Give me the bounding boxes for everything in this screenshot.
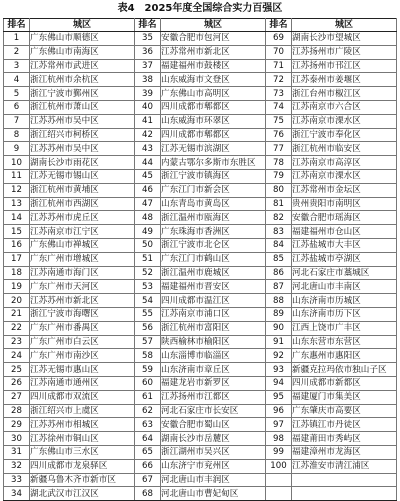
- district-cell: 广东佛山市南海区: [30, 45, 135, 59]
- header-rank: 排名: [4, 19, 30, 32]
- district-cell: 江苏南京市浦口区: [161, 307, 266, 321]
- district-cell: 四川成都市郫都区: [161, 100, 266, 114]
- district-cell: 浙江宁波市镇海区: [161, 169, 266, 183]
- rank-cell: 33: [4, 473, 30, 487]
- table-row: [4, 114, 397, 128]
- rank-cell: 12: [4, 183, 30, 197]
- district-cell: 湖南长沙市岳麓区: [161, 432, 266, 446]
- table-row: [4, 238, 397, 252]
- rank-cell: 98: [266, 432, 292, 446]
- rank-cell: 5: [4, 87, 30, 101]
- rank-cell: 95: [266, 390, 292, 404]
- rank-cell: 44: [135, 156, 161, 170]
- rank-cell: 97: [266, 418, 292, 432]
- district-cell: 广东惠州市惠阳区: [292, 349, 397, 363]
- header-district: 城区: [292, 19, 397, 32]
- district-cell: 山东济宁市兖州区: [161, 459, 266, 473]
- ranking-table: [3, 18, 397, 501]
- rank-cell: 11: [4, 169, 30, 183]
- rank-cell: 88: [266, 294, 292, 308]
- district-cell: 山东济南市历下区: [292, 307, 397, 321]
- rank-cell: 29: [4, 418, 30, 432]
- district-cell: 浙江宁波市海曙区: [30, 307, 135, 321]
- rank-cell: 37: [135, 59, 161, 73]
- rank-cell: 48: [135, 211, 161, 225]
- district-cell: 广东佛山市三水区: [30, 445, 135, 459]
- rank-cell: 79: [266, 169, 292, 183]
- district-cell: 江苏苏州市虎丘区: [30, 211, 135, 225]
- district-cell: 江苏扬州市江都区: [161, 390, 266, 404]
- rank-cell: 14: [4, 211, 30, 225]
- district-cell: 河北石家庄市长安区: [161, 404, 266, 418]
- rank-cell: 69: [266, 32, 292, 46]
- district-cell: 福建福州市鼓楼区: [161, 59, 266, 73]
- district-cell: 福建龙岩市新罗区: [161, 376, 266, 390]
- table-row: [4, 445, 397, 459]
- district-cell: 广东肇庆市高要区: [292, 404, 397, 418]
- table-row: [4, 142, 397, 156]
- rank-cell: 27: [4, 390, 30, 404]
- rank-cell: 49: [135, 225, 161, 239]
- header-district: 城区: [30, 19, 135, 32]
- table-row: [4, 252, 397, 266]
- district-cell: 江苏常州市金坛区: [292, 183, 397, 197]
- district-cell: 福建福州市仓山区: [292, 225, 397, 239]
- district-cell: 四川成都市龙泉驿区: [30, 459, 135, 473]
- rank-cell: 39: [135, 87, 161, 101]
- rank-cell: [266, 487, 292, 501]
- district-cell: 广东广州市番禺区: [30, 321, 135, 335]
- district-cell: 河北石家庄市藁城区: [292, 266, 397, 280]
- rank-cell: 6: [4, 100, 30, 114]
- rank-cell: 13: [4, 197, 30, 211]
- table-row: [4, 211, 397, 225]
- district-cell: 浙江杭州市西湖区: [30, 197, 135, 211]
- table-row: [4, 183, 397, 197]
- district-cell: 广东江门市新会区: [161, 183, 266, 197]
- district-cell: 安徽合肥市瑶海区: [292, 211, 397, 225]
- rank-cell: 66: [135, 459, 161, 473]
- rank-cell: 24: [4, 349, 30, 363]
- rank-cell: 2: [4, 45, 30, 59]
- rank-cell: 78: [266, 156, 292, 170]
- rank-cell: 92: [266, 349, 292, 363]
- rank-cell: 96: [266, 404, 292, 418]
- district-cell: 江苏扬州市邗江区: [292, 59, 397, 73]
- district-cell: 浙江台州市椒江区: [292, 87, 397, 101]
- table-row: [4, 100, 397, 114]
- rank-cell: 23: [4, 335, 30, 349]
- district-cell: 福建福州市晋安区: [161, 280, 266, 294]
- table-row: [4, 128, 397, 142]
- table-row: [4, 432, 397, 446]
- rank-cell: 55: [135, 307, 161, 321]
- district-cell: 浙江杭州市临安区: [292, 142, 397, 156]
- district-cell: 山东济南市章丘区: [161, 363, 266, 377]
- rank-cell: 34: [4, 487, 30, 501]
- table-row: [4, 335, 397, 349]
- district-cell: 河北唐山市丰南区: [292, 280, 397, 294]
- district-cell: 江苏常州市新北区: [161, 45, 266, 59]
- rank-cell: 46: [135, 183, 161, 197]
- rank-cell: 89: [266, 307, 292, 321]
- rank-cell: [266, 473, 292, 487]
- rank-cell: 94: [266, 376, 292, 390]
- rank-cell: 50: [135, 238, 161, 252]
- rank-cell: 53: [135, 280, 161, 294]
- rank-cell: 40: [135, 100, 161, 114]
- district-cell: 江苏南通市海门区: [30, 266, 135, 280]
- rank-cell: 59: [135, 363, 161, 377]
- district-cell: 江苏南京市江宁区: [30, 225, 135, 239]
- rank-cell: 62: [135, 404, 161, 418]
- rank-cell: 35: [135, 32, 161, 46]
- district-cell: 安徽合肥市蜀山区: [161, 418, 266, 432]
- district-cell: 江苏镇江市丹徒区: [292, 418, 397, 432]
- rank-cell: 7: [4, 114, 30, 128]
- rank-cell: 47: [135, 197, 161, 211]
- district-cell: 江苏南通市通州区: [30, 376, 135, 390]
- table-row: [4, 294, 397, 308]
- district-cell: 江苏盐城市亭湖区: [292, 252, 397, 266]
- rank-cell: 57: [135, 335, 161, 349]
- header-district: 城区: [161, 19, 266, 32]
- header-rank: 排名: [135, 19, 161, 32]
- table-title: 表4 2025年度全国综合实力百强区: [117, 3, 283, 14]
- rank-cell: 8: [4, 128, 30, 142]
- rank-cell: 42: [135, 128, 161, 142]
- district-cell: 江苏苏州市新北区: [30, 294, 135, 308]
- rank-cell: 91: [266, 335, 292, 349]
- rank-cell: 87: [266, 280, 292, 294]
- rank-cell: 63: [135, 418, 161, 432]
- district-cell: 广东江门市鹤山区: [161, 252, 266, 266]
- district-cell: 江苏南京市溧水区: [292, 114, 397, 128]
- table-row: [4, 404, 397, 418]
- table-row: [4, 363, 397, 377]
- district-cell: 浙江温州市鹿城区: [161, 266, 266, 280]
- rank-cell: 26: [4, 376, 30, 390]
- district-cell: 广东佛山市禅城区: [30, 238, 135, 252]
- district-cell: 贵州贵阳市南明区: [292, 197, 397, 211]
- rank-cell: 36: [135, 45, 161, 59]
- rank-cell: 58: [135, 349, 161, 363]
- rank-cell: 73: [266, 87, 292, 101]
- table-row: [4, 197, 397, 211]
- table-body: [4, 32, 397, 501]
- district-cell: 河北唐山市曹妃甸区: [161, 487, 266, 501]
- table-row: [4, 59, 397, 73]
- district-cell: 福建漳州市龙海区: [292, 445, 397, 459]
- district-cell: 广东广州市增城区: [30, 252, 135, 266]
- district-cell: [292, 487, 397, 501]
- district-cell: 江苏扬州市广陵区: [292, 45, 397, 59]
- table-row: [4, 169, 397, 183]
- rank-cell: 85: [266, 252, 292, 266]
- rank-cell: 86: [266, 266, 292, 280]
- table-row: [4, 307, 397, 321]
- district-cell: 浙江绍兴市柯桥区: [30, 128, 135, 142]
- district-cell: 安徽合肥市包河区: [161, 32, 266, 46]
- rank-cell: 1: [4, 32, 30, 46]
- district-cell: 山东东营市东营区: [292, 335, 397, 349]
- district-cell: 浙江宁波市奉化区: [292, 128, 397, 142]
- rank-cell: 67: [135, 473, 161, 487]
- rank-cell: 22: [4, 321, 30, 335]
- district-cell: 江苏南京市六合区: [292, 100, 397, 114]
- district-cell: 江苏无锡市滨湖区: [161, 142, 266, 156]
- district-cell: 浙江宁波市北仑区: [161, 238, 266, 252]
- table-row: [4, 321, 397, 335]
- district-cell: 四川成都市双流区: [30, 390, 135, 404]
- rank-cell: 3: [4, 59, 30, 73]
- district-cell: 广东广州市白云区: [30, 335, 135, 349]
- table-row: [4, 459, 397, 473]
- district-cell: 福建莆田市秀屿区: [292, 432, 397, 446]
- district-cell: 湖南长沙市望城区: [292, 32, 397, 46]
- district-cell: 江西上饶市广丰区: [292, 321, 397, 335]
- district-cell: 江苏南京市溧水区: [292, 169, 397, 183]
- rank-cell: 72: [266, 73, 292, 87]
- rank-cell: 52: [135, 266, 161, 280]
- rank-cell: 74: [266, 100, 292, 114]
- district-cell: 四川成都市郫都区: [161, 128, 266, 142]
- rank-cell: 56: [135, 321, 161, 335]
- rank-cell: 99: [266, 445, 292, 459]
- district-cell: 江苏徐州市铜山区: [30, 432, 135, 446]
- district-cell: 山东济南市历城区: [292, 294, 397, 308]
- table-row: [4, 225, 397, 239]
- rank-cell: 10: [4, 156, 30, 170]
- rank-cell: 100: [266, 459, 292, 473]
- rank-cell: 70: [266, 45, 292, 59]
- rank-cell: 9: [4, 142, 30, 156]
- district-cell: 江苏无锡市惠山区: [30, 363, 135, 377]
- rank-cell: 28: [4, 404, 30, 418]
- district-cell: 江苏常州市武进区: [30, 59, 135, 73]
- district-cell: 河北唐山市丰润区: [161, 473, 266, 487]
- district-cell: 浙江杭州市萧山区: [30, 100, 135, 114]
- district-cell: 四川成都市温江区: [161, 294, 266, 308]
- rank-cell: 41: [135, 114, 161, 128]
- rank-cell: 61: [135, 390, 161, 404]
- table-row: [4, 45, 397, 59]
- table-row: [4, 32, 397, 46]
- district-cell: 广东佛山市顺德区: [30, 32, 135, 46]
- district-cell: 江苏无锡市锡山区: [30, 169, 135, 183]
- rank-cell: 51: [135, 252, 161, 266]
- district-cell: 浙江温州市瓯海区: [161, 211, 266, 225]
- district-cell: 江苏苏州市吴中区: [30, 142, 135, 156]
- table-row: [4, 418, 397, 432]
- rank-cell: 25: [4, 363, 30, 377]
- district-cell: 浙江湖州市吴兴区: [161, 445, 266, 459]
- header-row: [4, 19, 397, 32]
- table-row: [4, 390, 397, 404]
- rank-cell: 20: [4, 294, 30, 308]
- district-cell: 湖南长沙市雨花区: [30, 156, 135, 170]
- district-cell: 广东广州市天河区: [30, 280, 135, 294]
- header-rank: 排名: [266, 19, 292, 32]
- rank-cell: 64: [135, 432, 161, 446]
- rank-cell: 18: [4, 266, 30, 280]
- district-cell: 陕西榆林市榆阳区: [161, 335, 266, 349]
- district-cell: 湖北武汉市江汉区: [30, 487, 135, 501]
- rank-cell: 65: [135, 445, 161, 459]
- rank-cell: 93: [266, 363, 292, 377]
- district-cell: 江苏苏州市相城区: [30, 418, 135, 432]
- table-row: [4, 473, 397, 487]
- district-cell: 江苏淮安市清江浦区: [292, 459, 397, 473]
- rank-cell: 90: [266, 321, 292, 335]
- rank-cell: 75: [266, 114, 292, 128]
- district-cell: 山东威海市环翠区: [161, 114, 266, 128]
- table-row: [4, 87, 397, 101]
- rank-cell: 82: [266, 211, 292, 225]
- district-cell: 福建厦门市集美区: [292, 390, 397, 404]
- district-cell: 山东青岛市黄岛区: [161, 197, 266, 211]
- rank-cell: 38: [135, 73, 161, 87]
- rank-cell: 16: [4, 238, 30, 252]
- district-cell: [292, 473, 397, 487]
- district-cell: 江苏泰州市姜堰区: [292, 73, 397, 87]
- district-cell: 山东威海市文登区: [161, 73, 266, 87]
- district-cell: 广东佛山市高明区: [161, 87, 266, 101]
- rank-cell: 80: [266, 183, 292, 197]
- rank-cell: 71: [266, 59, 292, 73]
- district-cell: 新疆乌鲁木齐市新市区: [30, 473, 135, 487]
- table-row: [4, 73, 397, 87]
- table-row: [4, 280, 397, 294]
- rank-cell: 84: [266, 238, 292, 252]
- district-cell: 浙江杭州市黄埔区: [30, 183, 135, 197]
- rank-cell: 60: [135, 376, 161, 390]
- rank-cell: 4: [4, 73, 30, 87]
- rank-cell: 19: [4, 280, 30, 294]
- rank-cell: 45: [135, 169, 161, 183]
- district-cell: 新疆克拉玛依市独山子区: [292, 363, 397, 377]
- rank-cell: 32: [4, 459, 30, 473]
- district-cell: 浙江杭州市富阳区: [161, 321, 266, 335]
- rank-cell: 31: [4, 445, 30, 459]
- rank-cell: 21: [4, 307, 30, 321]
- district-cell: 江苏盐城市大丰区: [292, 238, 397, 252]
- district-cell: 浙江杭州市余杭区: [30, 73, 135, 87]
- rank-cell: 81: [266, 197, 292, 211]
- rank-cell: 77: [266, 142, 292, 156]
- rank-cell: 54: [135, 294, 161, 308]
- rank-cell: 83: [266, 225, 292, 239]
- rank-cell: 68: [135, 487, 161, 501]
- rank-cell: 76: [266, 128, 292, 142]
- rank-cell: 30: [4, 432, 30, 446]
- table-row: [4, 156, 397, 170]
- table-row: [4, 266, 397, 280]
- district-cell: 内蒙古鄂尔多斯市东胜区: [161, 156, 266, 170]
- district-cell: 四川成都市新都区: [292, 376, 397, 390]
- district-cell: 广东广州市南沙区: [30, 349, 135, 363]
- table-row: [4, 376, 397, 390]
- district-cell: 江苏苏州市吴中区: [30, 114, 135, 128]
- district-cell: 江苏南京市高淳区: [292, 156, 397, 170]
- district-cell: 广东珠海市香洲区: [161, 225, 266, 239]
- table-row: [4, 349, 397, 363]
- district-cell: 浙江绍兴市上虞区: [30, 404, 135, 418]
- table-row: [4, 487, 397, 501]
- rank-cell: 15: [4, 225, 30, 239]
- district-cell: 浙江宁波市鄞州区: [30, 87, 135, 101]
- rank-cell: 17: [4, 252, 30, 266]
- district-cell: 山东淄博市临淄区: [161, 349, 266, 363]
- rank-cell: 43: [135, 142, 161, 156]
